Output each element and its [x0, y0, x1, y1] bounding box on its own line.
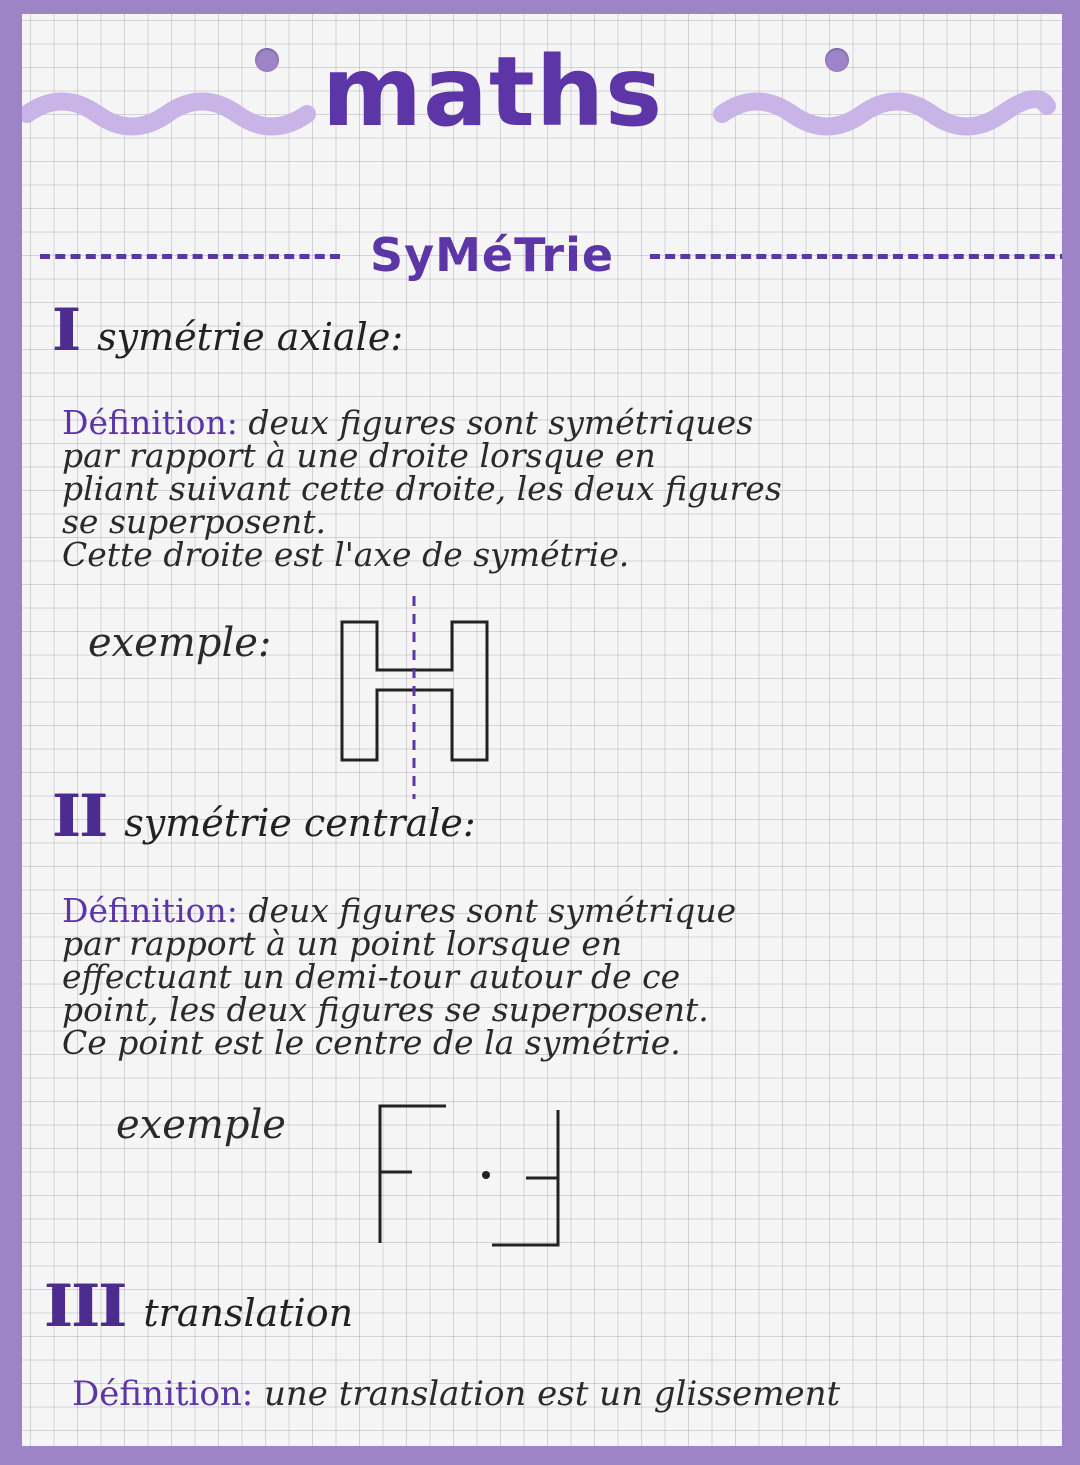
definition-line: se superposent. [62, 502, 327, 541]
section-heading-3 [44, 1272, 353, 1340]
symmetry-center-point [482, 1171, 490, 1179]
decorative-wave-left [22, 84, 322, 144]
figure-f-rotated [492, 1110, 558, 1245]
section-heading-text: symétrie axiale: [97, 315, 404, 359]
definition-line: Ce point est le centre de la symétrie. [62, 1023, 681, 1062]
punch-hole-left [255, 48, 279, 72]
definition-block-1 [62, 403, 1052, 574]
section-numeral: III [44, 1272, 126, 1340]
punch-hole-right [825, 48, 849, 72]
dashed-divider-right [650, 254, 1062, 259]
definition-label: Définition: [62, 403, 238, 442]
definition-line: par rapport à une droite lorsque en [62, 436, 656, 475]
definition-line: par rapport à un point lorsque en [62, 924, 623, 963]
section-numeral: I [52, 296, 80, 364]
definition-line: Cette droite est l'axe de symétrie. [62, 535, 630, 574]
page-title: maths [322, 36, 664, 148]
definition-line: une translation est un glissement [264, 1374, 841, 1414]
decorative-wave-right [712, 84, 1057, 144]
example-label-1: exemple: [88, 620, 272, 666]
definition-label: Définition: [72, 1374, 254, 1414]
example-label-2: exemple [116, 1102, 286, 1148]
subtitle-row [40, 228, 1062, 282]
axial-symmetry-figure [340, 594, 500, 804]
section-heading-1 [52, 296, 403, 364]
page-subtitle: SyMéTrie [370, 228, 615, 282]
dashed-divider-left [40, 254, 340, 259]
definition-label: Définition: [62, 891, 238, 930]
definition-block-3 [72, 1374, 1062, 1414]
section-heading-text: translation [143, 1291, 354, 1335]
section-heading-text: symétrie centrale: [124, 801, 476, 845]
definition-line: pliant suivant cette droite, les deux figures [62, 469, 782, 508]
definition-line: point, les deux figures se superposent. [62, 990, 709, 1029]
central-symmetry-figure [372, 1098, 572, 1248]
note-card [22, 14, 1062, 1446]
definition-line: Définition: deux figures sont symétrique [62, 891, 737, 930]
section-heading-2 [52, 782, 476, 850]
definition-block-2 [62, 891, 1052, 1062]
definition-line: Définition: deux figures sont symétriques [62, 403, 754, 442]
figure-f [380, 1106, 446, 1243]
section-numeral: II [52, 782, 107, 850]
definition-line: effectuant un demi-tour autour de ce [62, 957, 681, 996]
